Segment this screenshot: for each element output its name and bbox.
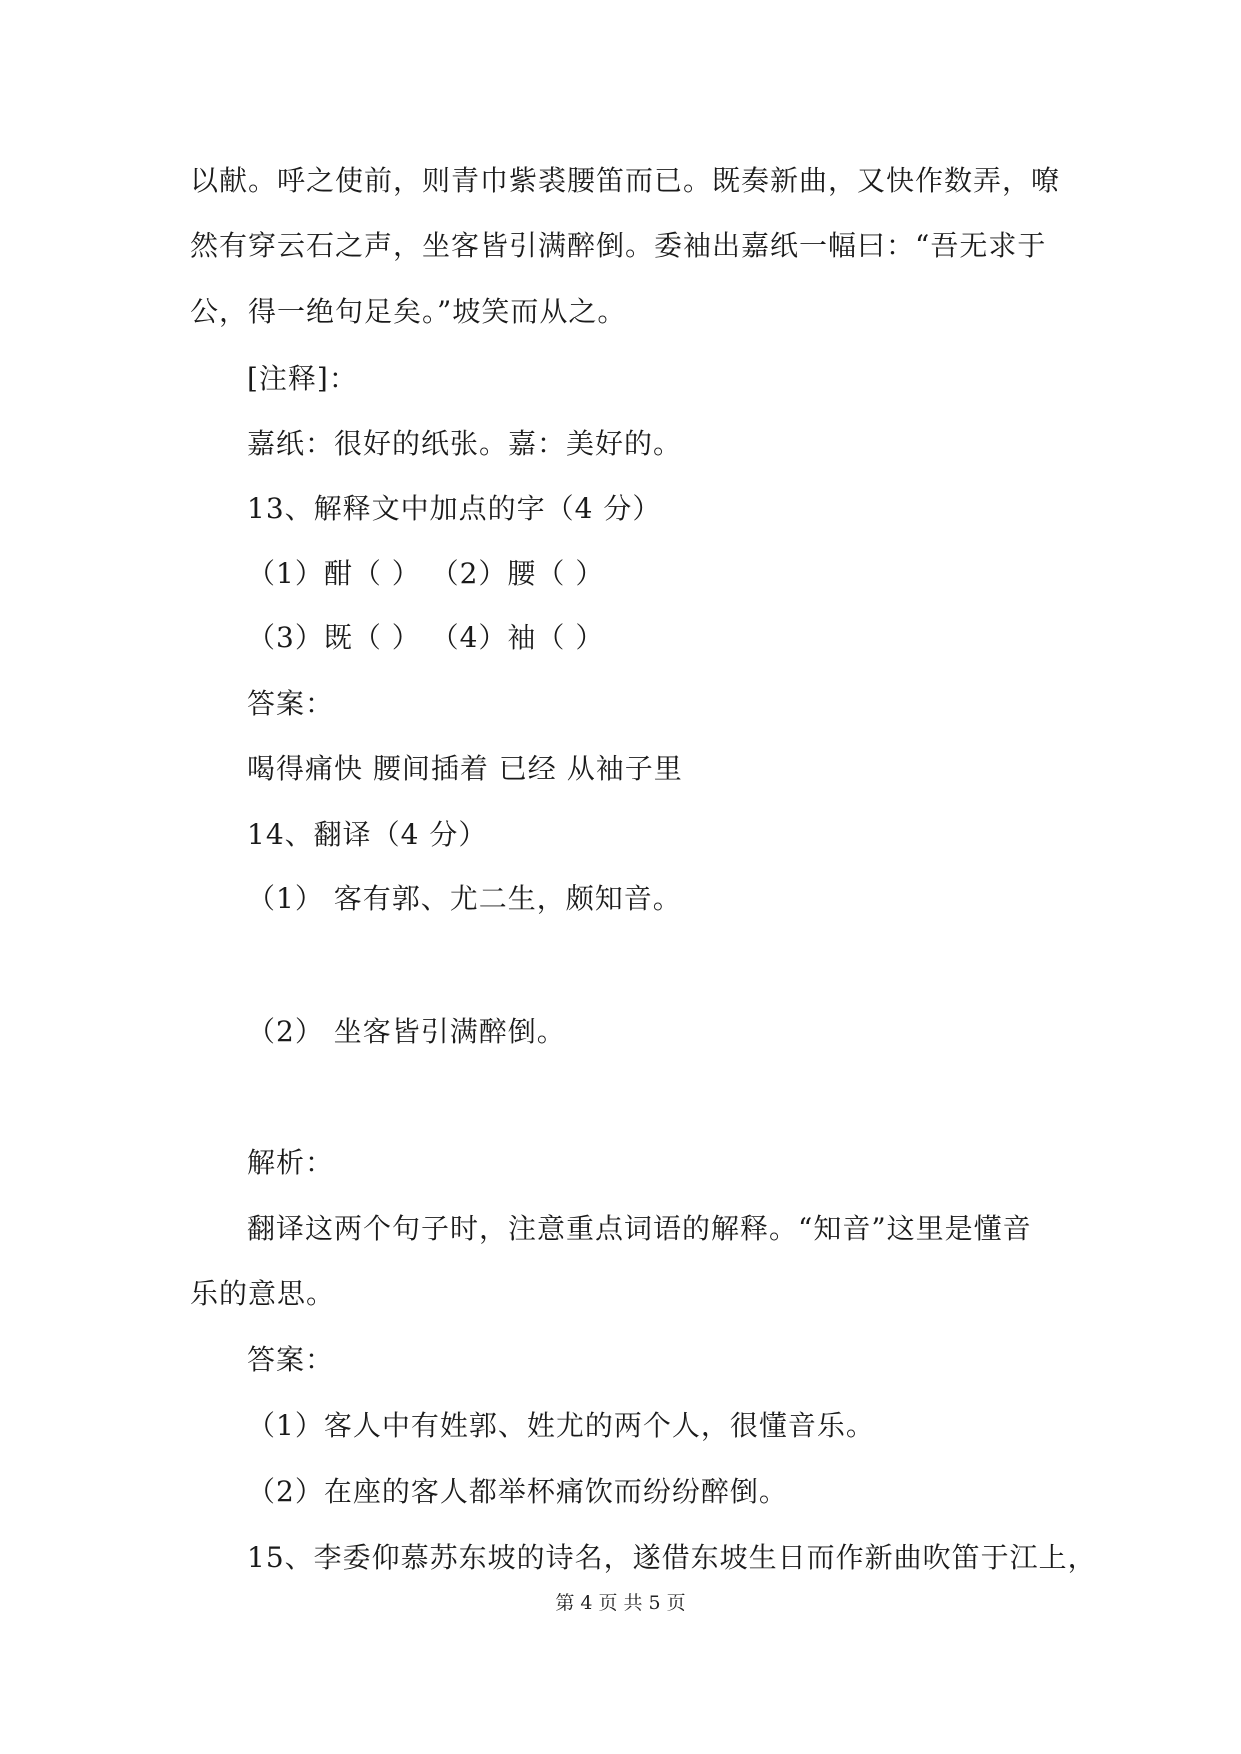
question-13-items-row-2: （3）既（ ） （4）袖（ ）	[247, 621, 605, 654]
answer-label: 答案：	[247, 687, 335, 720]
body-text-line: 以献。呼之使前，则青巾紫裘腰笛而已。既奏新曲，又快作数弄，嘹	[190, 164, 1061, 197]
notes-heading: [注释]：	[247, 362, 358, 395]
question-13-items-row-1: （1）酣（ ） （2）腰（ ）	[247, 557, 605, 590]
question-14-item-2: （2） 坐客皆引满醉倒。	[247, 1015, 566, 1048]
question-15-text: 15、李委仰慕苏东坡的诗名，遂借东坡生日而作新曲吹笛于江上，	[247, 1541, 1097, 1574]
analysis-label: 解析：	[247, 1146, 335, 1179]
page-footer: 第 4 页 共 5 页	[555, 1592, 686, 1614]
body-text-line: 公，得一绝句足矣。”坡笑而从之。	[190, 295, 627, 328]
analysis-text-line: 乐的意思。	[190, 1277, 336, 1310]
answer-text-line: （1）客人中有姓郭、姓尤的两个人，很懂音乐。	[247, 1409, 875, 1442]
question-14-title: 14、翻译（4 分）	[247, 818, 488, 851]
answer-text-line: （2）在座的客人都举杯痛饮而纷纷醉倒。	[247, 1475, 788, 1508]
question-13-title: 13、解释文中加点的字（4 分）	[247, 492, 662, 525]
body-text-line: 然有穿云石之声，坐客皆引满醉倒。委袖出嘉纸一幅曰：“吾无求于	[190, 229, 1047, 262]
note-text: 嘉纸：很好的纸张。嘉：美好的。	[247, 427, 683, 460]
question-14-item-1: （1） 客有郭、尤二生，颇知音。	[247, 882, 682, 915]
answer-text: 喝得痛快 腰间插着 已经 从袖子里	[247, 752, 683, 785]
answer-label: 答案：	[247, 1343, 335, 1376]
analysis-text-line: 翻译这两个句子时，注意重点词语的解释。“知音”这里是懂音	[247, 1212, 1032, 1245]
